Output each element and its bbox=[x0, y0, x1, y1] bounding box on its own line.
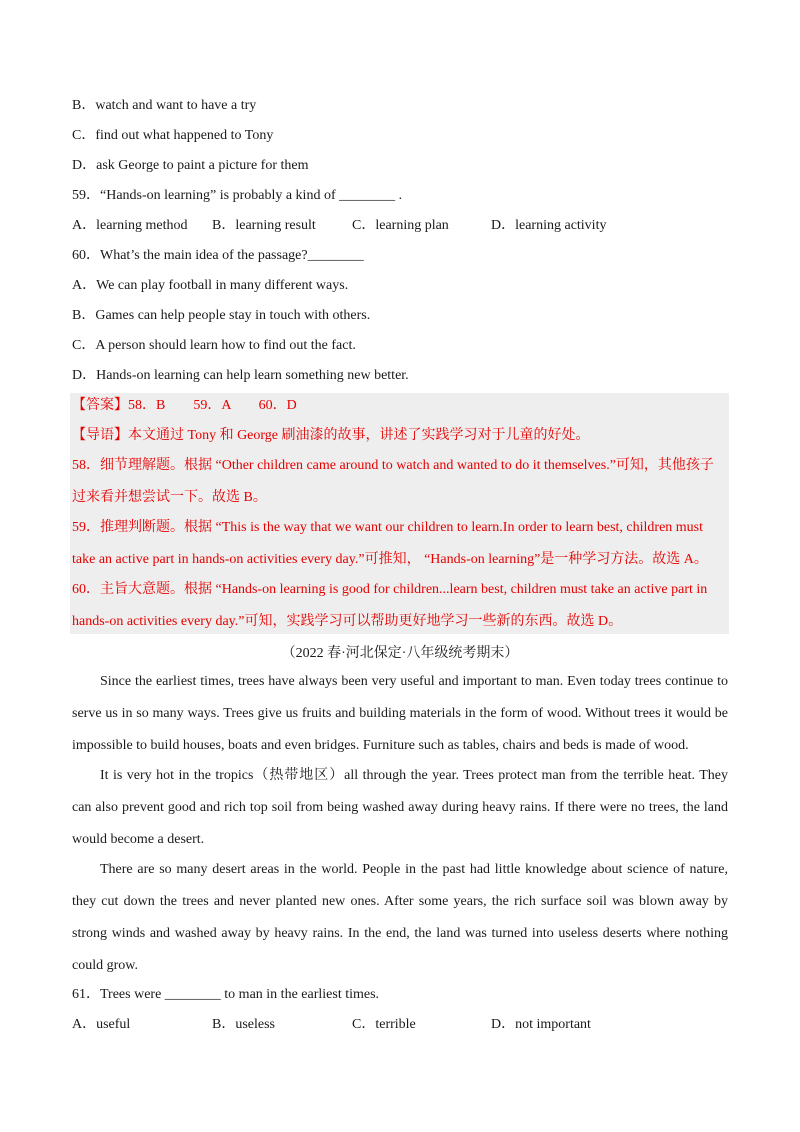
explanation-59-line2: take an active part in hands-on activities every day.”可推知， “Hands-on learning”是一种学习方法。故选 A。 bbox=[72, 552, 708, 567]
q58-option-b: B．watch and want to have a try bbox=[72, 98, 257, 113]
q58-option-d: D．ask George to paint a picture for them bbox=[72, 158, 309, 173]
q60-option-d: D．Hands-on learning can help learn something new better. bbox=[72, 368, 409, 383]
q59-option-c: C．learning plan bbox=[352, 218, 449, 233]
answer-key: 【答案】58．B 59．A 60．D bbox=[72, 398, 297, 413]
q61-option-c: C．terrible bbox=[352, 1017, 416, 1032]
passage-source: （2022 春·河北保定·八年级统考期末） bbox=[281, 646, 519, 661]
passage-paragraph-3: There are so many desert areas in the world. People in the past had little knowledge about science of nature, they cut down the trees and never planted new ones. After some years, the rich surface soil was blown away by strong winds and washed away by heavy rains. In the end, the land was turned into useless deserts where nothing could grow. bbox=[72, 862, 728, 973]
q60-option-a: A．We can play football in many different ways. bbox=[72, 278, 349, 293]
passage-paragraph-2: It is very hot in the tropics（热带地区）all through the year. Trees protect man from the terrible heat. They can also prevent good and rich top soil from being washed away during heavy rains. If there were no trees, the land would become a desert. bbox=[72, 768, 728, 847]
answer-guide: 【导语】本文通过 Tony 和 George 刷油漆的故事，讲述了实践学习对于儿童的好处。 bbox=[72, 428, 590, 443]
q59-option-d: D．learning activity bbox=[491, 218, 607, 233]
q61-option-a: A．useful bbox=[72, 1017, 131, 1032]
q60-stem: 60．What’s the main idea of the passage?________ bbox=[72, 248, 364, 263]
q61-option-b: B．useless bbox=[212, 1017, 275, 1032]
explanation-58-line2: 过来看并想尝试一下。故选 B。 bbox=[72, 490, 267, 505]
q59-option-a: A．learning method bbox=[72, 218, 188, 233]
explanation-59-line1: 59．推理判断题。根据 “This is the way that we want our children to learn.In order to learn best, children must bbox=[72, 520, 704, 535]
q59-option-b: B．learning result bbox=[212, 218, 316, 233]
q60-option-c: C．A person should learn how to find out the fact. bbox=[72, 338, 356, 353]
explanation-60-line2: hands-on activities every day.”可知，实践学习可以帮助更好地学习一些新的东西。故选 D。 bbox=[72, 614, 623, 629]
q60-option-b: B．Games can help people stay in touch with others. bbox=[72, 308, 371, 323]
passage-paragraph-1: Since the earliest times, trees have always been very useful and important to man. Even today trees continue to serve us in so many ways. Trees give us fruits and building materials in the form of wood. Without trees it would be impossible to build houses, boats and even bridges. Furniture such as tables, chairs and beds is made of wood. bbox=[72, 674, 728, 753]
explanation-60-line1: 60．主旨大意题。根据 “Hands-on learning is good for children...learn best, children must take an active part in bbox=[72, 582, 708, 597]
q59-stem: 59．“Hands-on learning” is probably a kind of ________ . bbox=[72, 188, 403, 203]
q61-option-d: D．not important bbox=[491, 1017, 591, 1032]
explanation-58-line1: 58．细节理解题。根据 “Other children came around to watch and wanted to do it themselves.”可知，其他孩子 bbox=[72, 458, 714, 473]
q58-option-c: C．find out what happened to Tony bbox=[72, 128, 274, 143]
q61-stem: 61．Trees were ________ to man in the earliest times. bbox=[72, 987, 380, 1002]
